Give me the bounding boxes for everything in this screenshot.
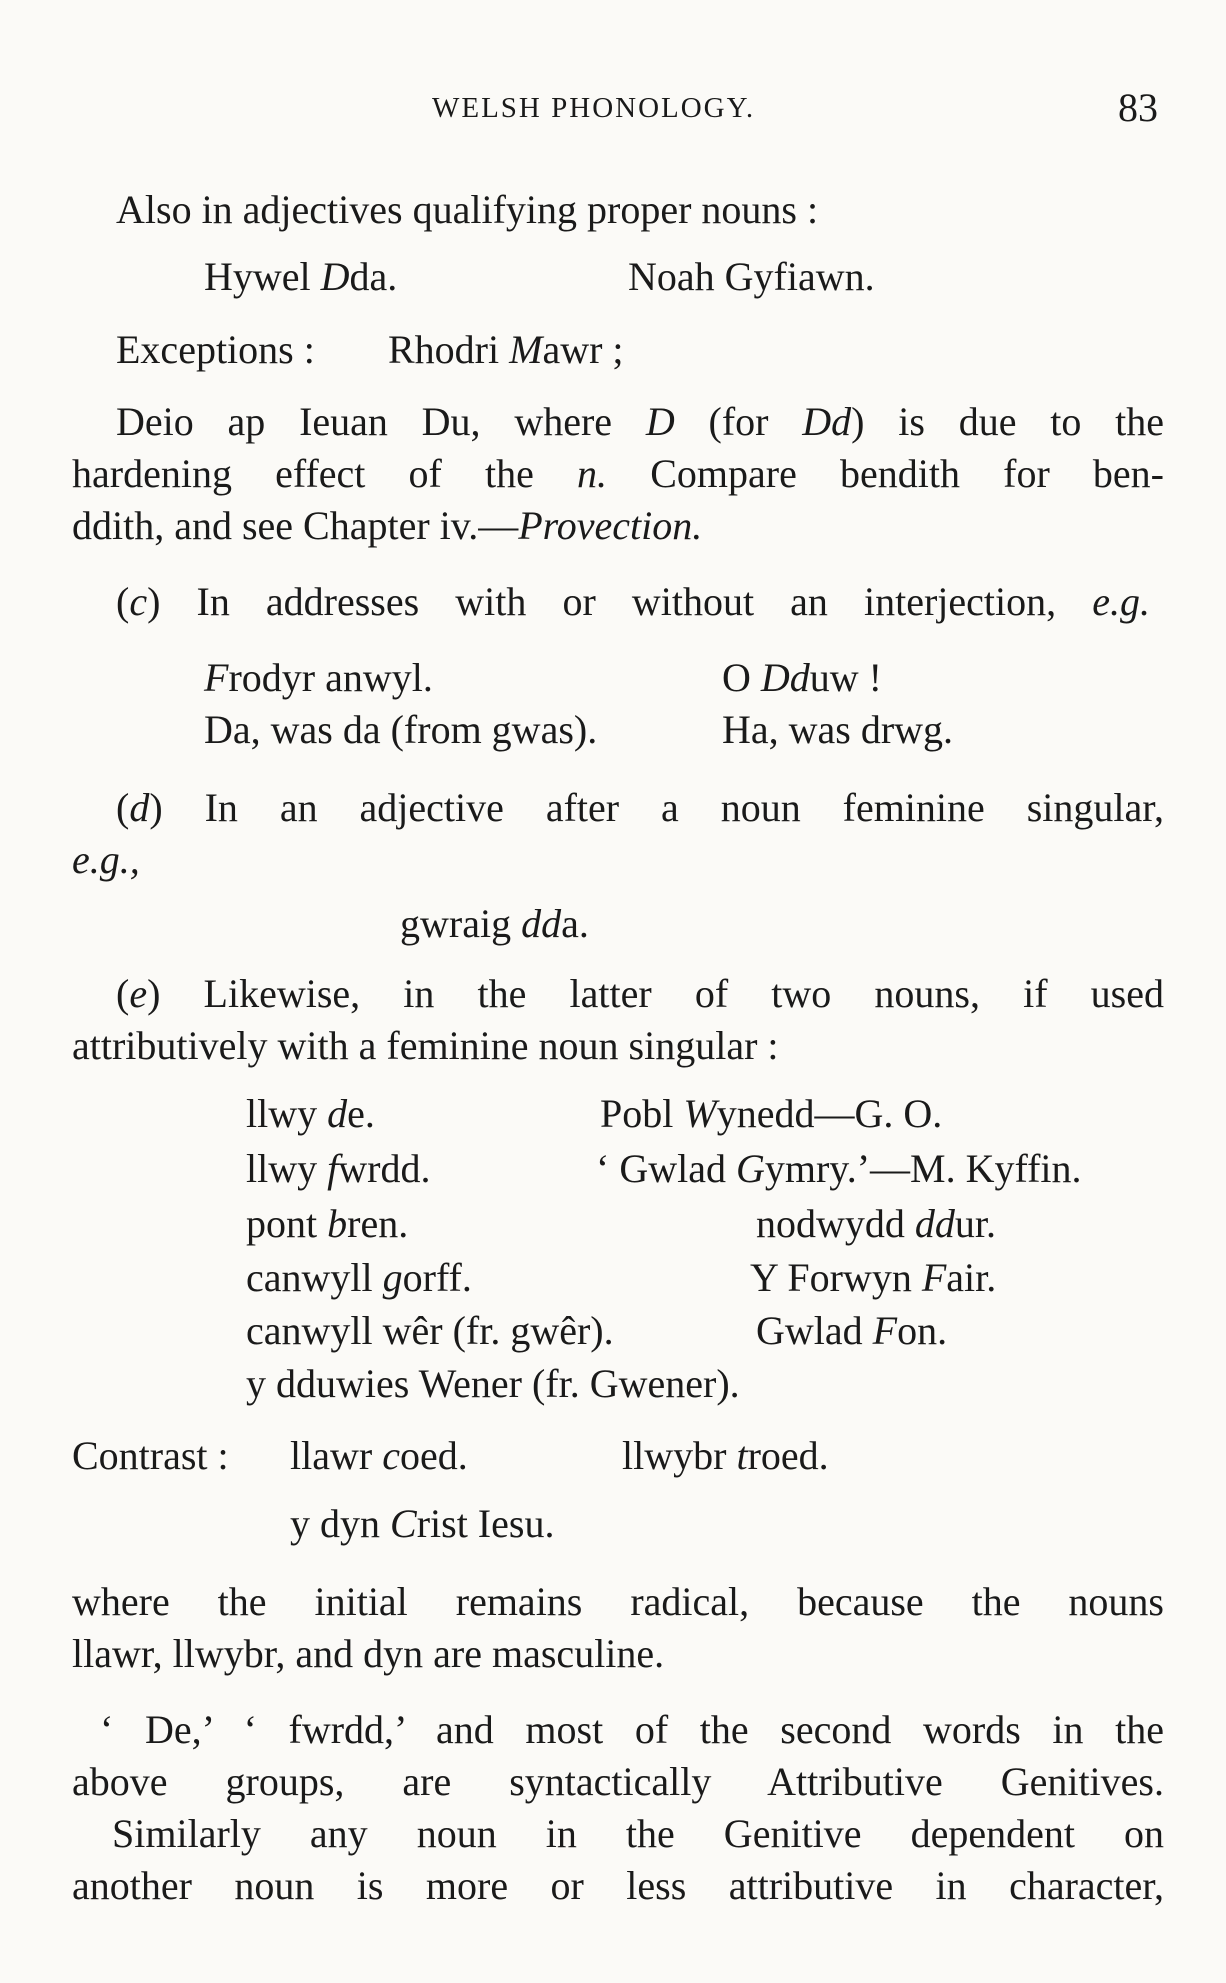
text-line: e.g.,: [72, 837, 140, 882]
example-o-dduw: O Dduw !: [722, 655, 882, 700]
example-gwlad-fon: Gwlad Fon.: [756, 1308, 948, 1353]
example-frodyr: Frodyr anwyl.: [204, 655, 433, 700]
text-line: attributively with a feminine noun singular :: [72, 1023, 779, 1068]
paragraph-line: ‘ De,’ ‘ fwrdd,’ and most of the second words in the: [100, 1707, 1164, 1752]
example-canwyll-wer: canwyll wêr (fr. gwêr).: [246, 1308, 614, 1353]
example-llwy-fwrdd: llwy fwrdd.: [246, 1146, 431, 1191]
text-line: Also in adjectives qualifying proper nouns :: [116, 187, 819, 232]
example-canwyll-gorff: canwyll gorff.: [246, 1255, 472, 1300]
paragraph-line: another noun is more or less attributive in character,: [72, 1863, 1164, 1908]
section-d-heading: (d) In an adjective after a noun feminine singular,: [116, 785, 1164, 830]
example-llwy-de: llwy de.: [246, 1091, 375, 1136]
example-y-forwyn-fair: Y Forwyn Fair.: [750, 1255, 997, 1300]
paragraph-line: above groups, are syntactically Attributive Genitives.: [72, 1759, 1164, 1804]
section-c-heading: (c) In addresses with or without an interjection, e.g.: [116, 579, 1150, 624]
paragraph-line: Similarly any noun in the Genitive dependent on: [112, 1811, 1164, 1856]
paragraph-line: llawr, llwybr, and dyn are masculine.: [72, 1631, 665, 1676]
running-title: WELSH PHONOLOGY.: [432, 92, 756, 124]
contrast-llawr-coed: llawr coed.: [290, 1433, 468, 1478]
example-ha-was-drwg: Ha, was drwg.: [722, 707, 954, 752]
example-pobl-wynedd: Pobl Wynedd—G. O.: [600, 1091, 943, 1136]
example-da-was-da: Da, was da (from gwas).: [204, 707, 598, 752]
example-pont-bren: pont bren.: [246, 1201, 409, 1246]
page-number: 83: [1118, 85, 1158, 130]
example-hywel: Hywel Dda.: [204, 254, 398, 299]
example-nodwydd-ddur: nodwydd ddur.: [756, 1201, 997, 1246]
example-gwlad-gymry: ‘ Gwlad Gymry.’—M. Kyffin.: [596, 1146, 1082, 1191]
example-y-dduwies-wener: y dduwies Wener (fr. Gwener).: [246, 1361, 740, 1406]
exceptions-label: Exceptions :: [116, 327, 315, 372]
paragraph-line: where the initial remains radical, because the nouns: [72, 1579, 1164, 1624]
example-gwraig-dda: gwraig dda.: [400, 901, 589, 946]
contrast-y-dyn: y dyn Crist Iesu.: [290, 1501, 555, 1546]
section-e-heading: (e) Likewise, in the latter of two nouns, if used: [116, 971, 1164, 1016]
contrast-llwybr-troed: llwybr troed.: [622, 1433, 829, 1478]
paragraph-line: ddith, and see Chapter iv.—Provection.: [72, 503, 703, 548]
contrast-label: Contrast :: [72, 1433, 229, 1478]
paragraph-line: Deio ap Ieuan Du, where D (for Dd) is due to the: [116, 399, 1165, 444]
paragraph-line: hardening effect of the n. Compare bendith for ben-: [72, 451, 1164, 496]
example-noah: Noah Gyfiawn.: [628, 254, 875, 299]
exceptions-example: Rhodri Mawr ;: [388, 327, 624, 372]
